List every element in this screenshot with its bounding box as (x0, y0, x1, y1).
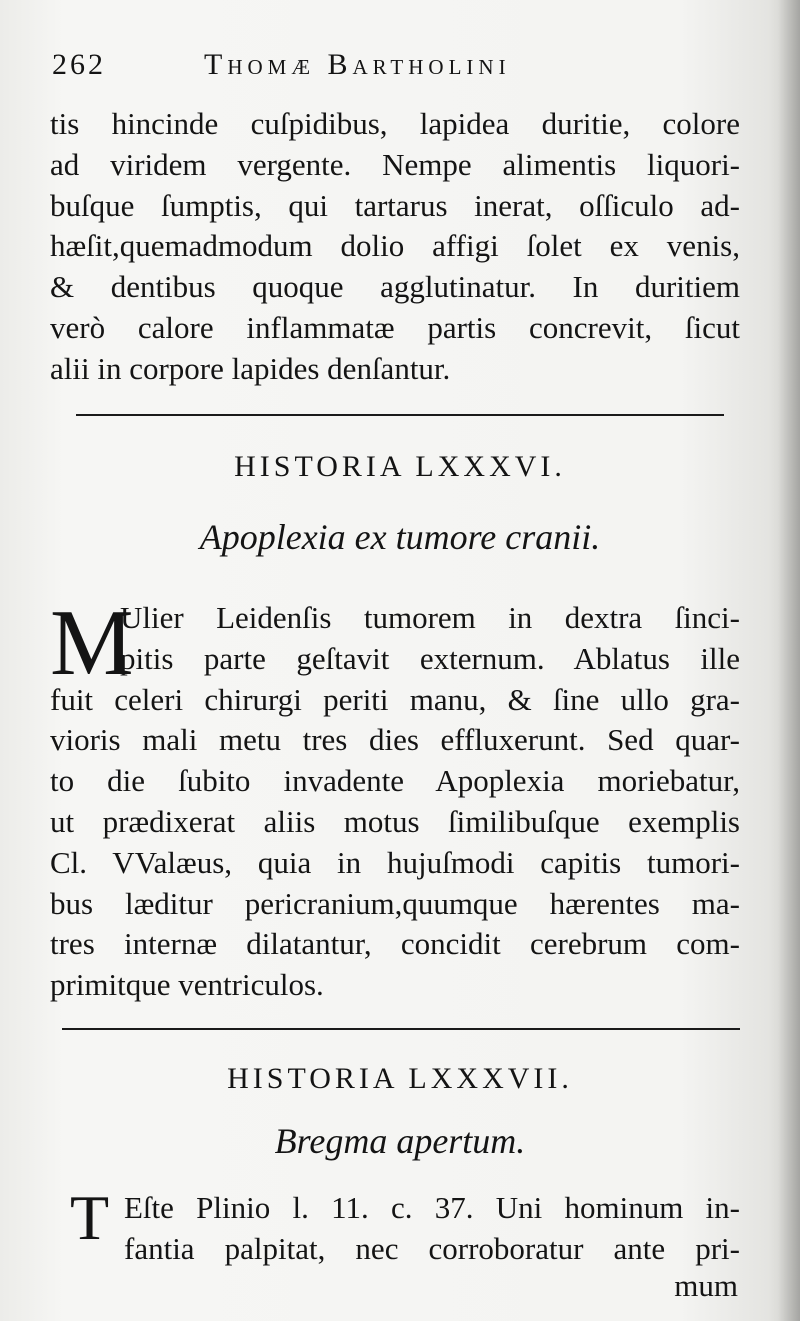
text-line: primitque ventriculos. (50, 967, 324, 1003)
text-line: Ulier Leidenſis tumorem in dextra ſinci- (120, 600, 740, 635)
section-heading: HISTORIA LXXXVI. (234, 450, 566, 483)
catchword: mum (674, 1268, 738, 1303)
text-line: alii in corpore lapides denſantur. (50, 350, 451, 386)
section-86-paragraph (50, 591, 740, 1006)
section-87-paragraph (124, 1188, 740, 1270)
section-divider-rule (76, 414, 724, 416)
section-divider-rule (62, 1028, 740, 1030)
text-line: bus læditur pericranium,quumque hærentes ma- (50, 885, 740, 921)
continued-paragraph (50, 104, 740, 390)
section-heading: HISTORIA LXXXVII. (227, 1062, 573, 1095)
section-subtitle: Apoplexia ex tumore cranii. (199, 517, 601, 557)
running-title: Thomæ Bartholini (204, 48, 511, 81)
text-line: & dentibus quoque agglutinatur. In duritiem (50, 269, 740, 305)
text-line: ut prædixerat aliis motus ſimilibuſque exemplis (50, 803, 740, 839)
text-line: fantia palpitat, nec corroboratur ante pri- (124, 1230, 740, 1266)
text-line: hæſit,quemadmodum dolio affigi ſolet ex venis, (50, 228, 740, 264)
text-line: buſque ſumptis, qui tartarus inerat, oſſiculo ad- (50, 187, 740, 223)
text-line: ad viridem vergente. Nempe alimentis liquori- (50, 146, 740, 182)
text-line: verò calore inflammatæ partis concrevit, ſicut (50, 309, 740, 345)
running-head (52, 48, 742, 88)
drop-capital: M (50, 591, 134, 695)
text-line: tres internæ dilatantur, concidit cerebrum com- (50, 926, 740, 962)
page-number: 262 (52, 48, 106, 81)
drop-capital: T (70, 1182, 110, 1253)
text-line: vioris mali metu tres dies effluxerunt. Sed quar- (50, 722, 740, 758)
text-line: Eſte Plinio l. 11. c. 37. Uni hominum in- (124, 1190, 740, 1225)
text-line: tis hincinde cuſpidibus, lapidea duritie, colore (50, 106, 740, 141)
section-subtitle: Bregma apertum. (274, 1121, 526, 1161)
text-line: to die ſubito invadente Apoplexia moriebatur, (50, 763, 740, 799)
text-line: fuit celeri chirurgi periti manu, & ſine ullo gra- (50, 681, 740, 717)
page-edge-shadow (778, 0, 800, 1321)
text-line: pitis parte geſtavit externum. Ablatus ille (120, 640, 740, 676)
text-line: Cl. VValæus, quia in hujuſmodi capitis tumori- (50, 844, 740, 880)
